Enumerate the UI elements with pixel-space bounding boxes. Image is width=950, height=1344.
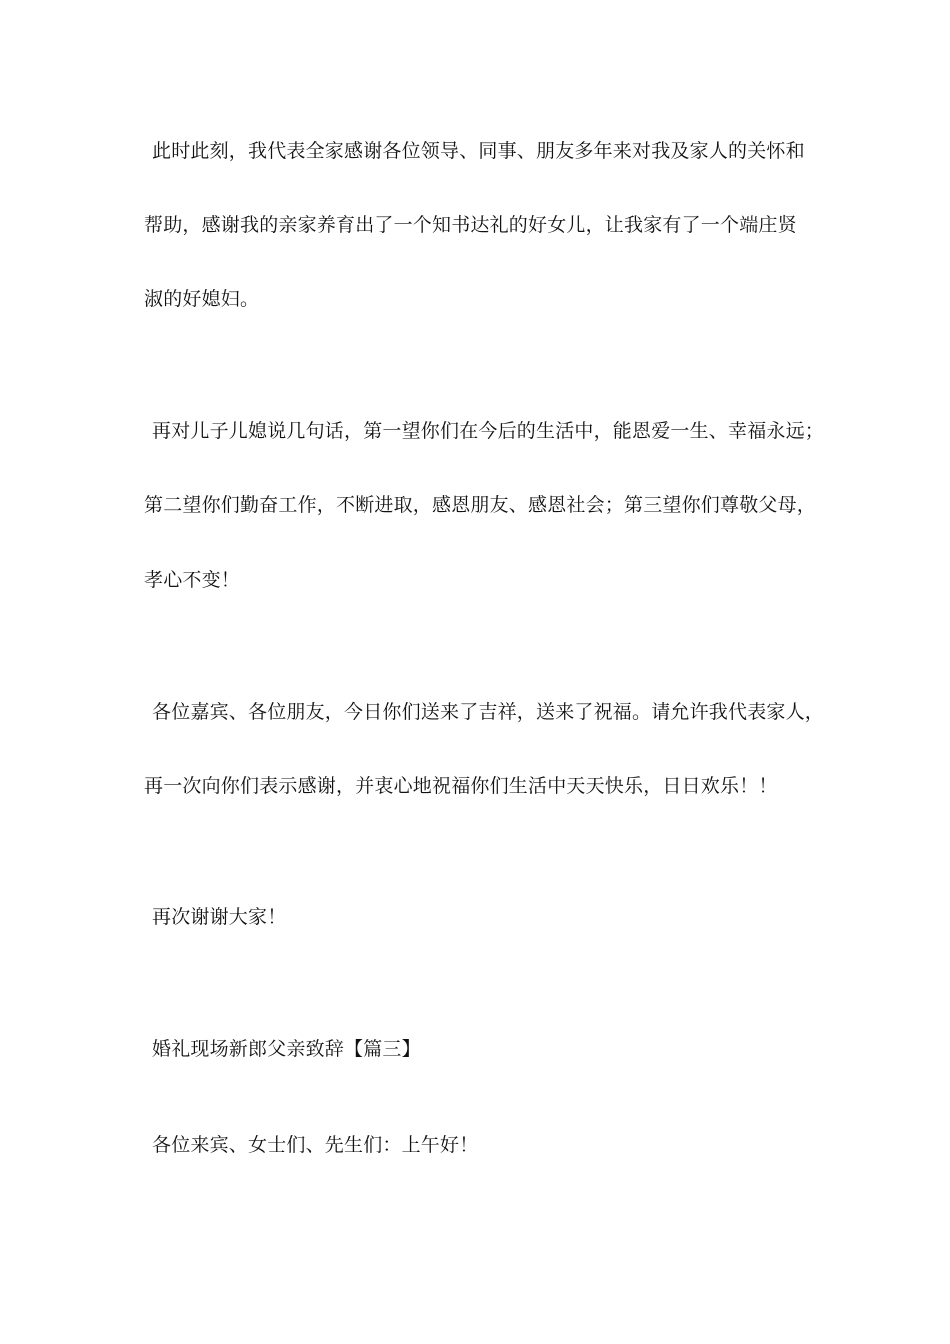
paragraph-4-line-1: 再次谢谢大家！: [152, 906, 287, 928]
greeting: 各位来宾、女士们、先生们：上午好！: [152, 1134, 479, 1156]
paragraph-3-line-2: 再一次向你们表示感谢，并衷心地祝福你们生活中天天快乐，日日欢乐！！: [144, 775, 778, 797]
paragraph-2-line-2: 第二望你们勤奋工作，不断进取，感恩朋友、感恩社会；第三望你们尊敬父母，: [144, 494, 817, 516]
paragraph-1-line-3: 淑的好媳妇。: [144, 288, 260, 310]
paragraph-1-line-2: 帮助，感谢我的亲家养育出了一个知书达礼的好女儿，让我家有了一个端庄贤: [144, 214, 797, 236]
paragraph-2-line-1: 再对儿子儿媳说几句话，第一望你们在今后的生活中，能恩爱一生、幸福永远；: [152, 420, 825, 442]
paragraph-2-line-3: 孝心不变！: [144, 569, 241, 591]
paragraph-3-line-1: 各位嘉宾、各位朋友，今日你们送来了吉祥，送来了祝福。请允许我代表家人，: [152, 701, 825, 723]
section-heading: 婚礼现场新郎父亲致辞【篇三】: [152, 1038, 421, 1060]
paragraph-1-line-1: 此时此刻，我代表全家感谢各位领导、同事、朋友多年来对我及家人的关怀和: [152, 140, 805, 162]
